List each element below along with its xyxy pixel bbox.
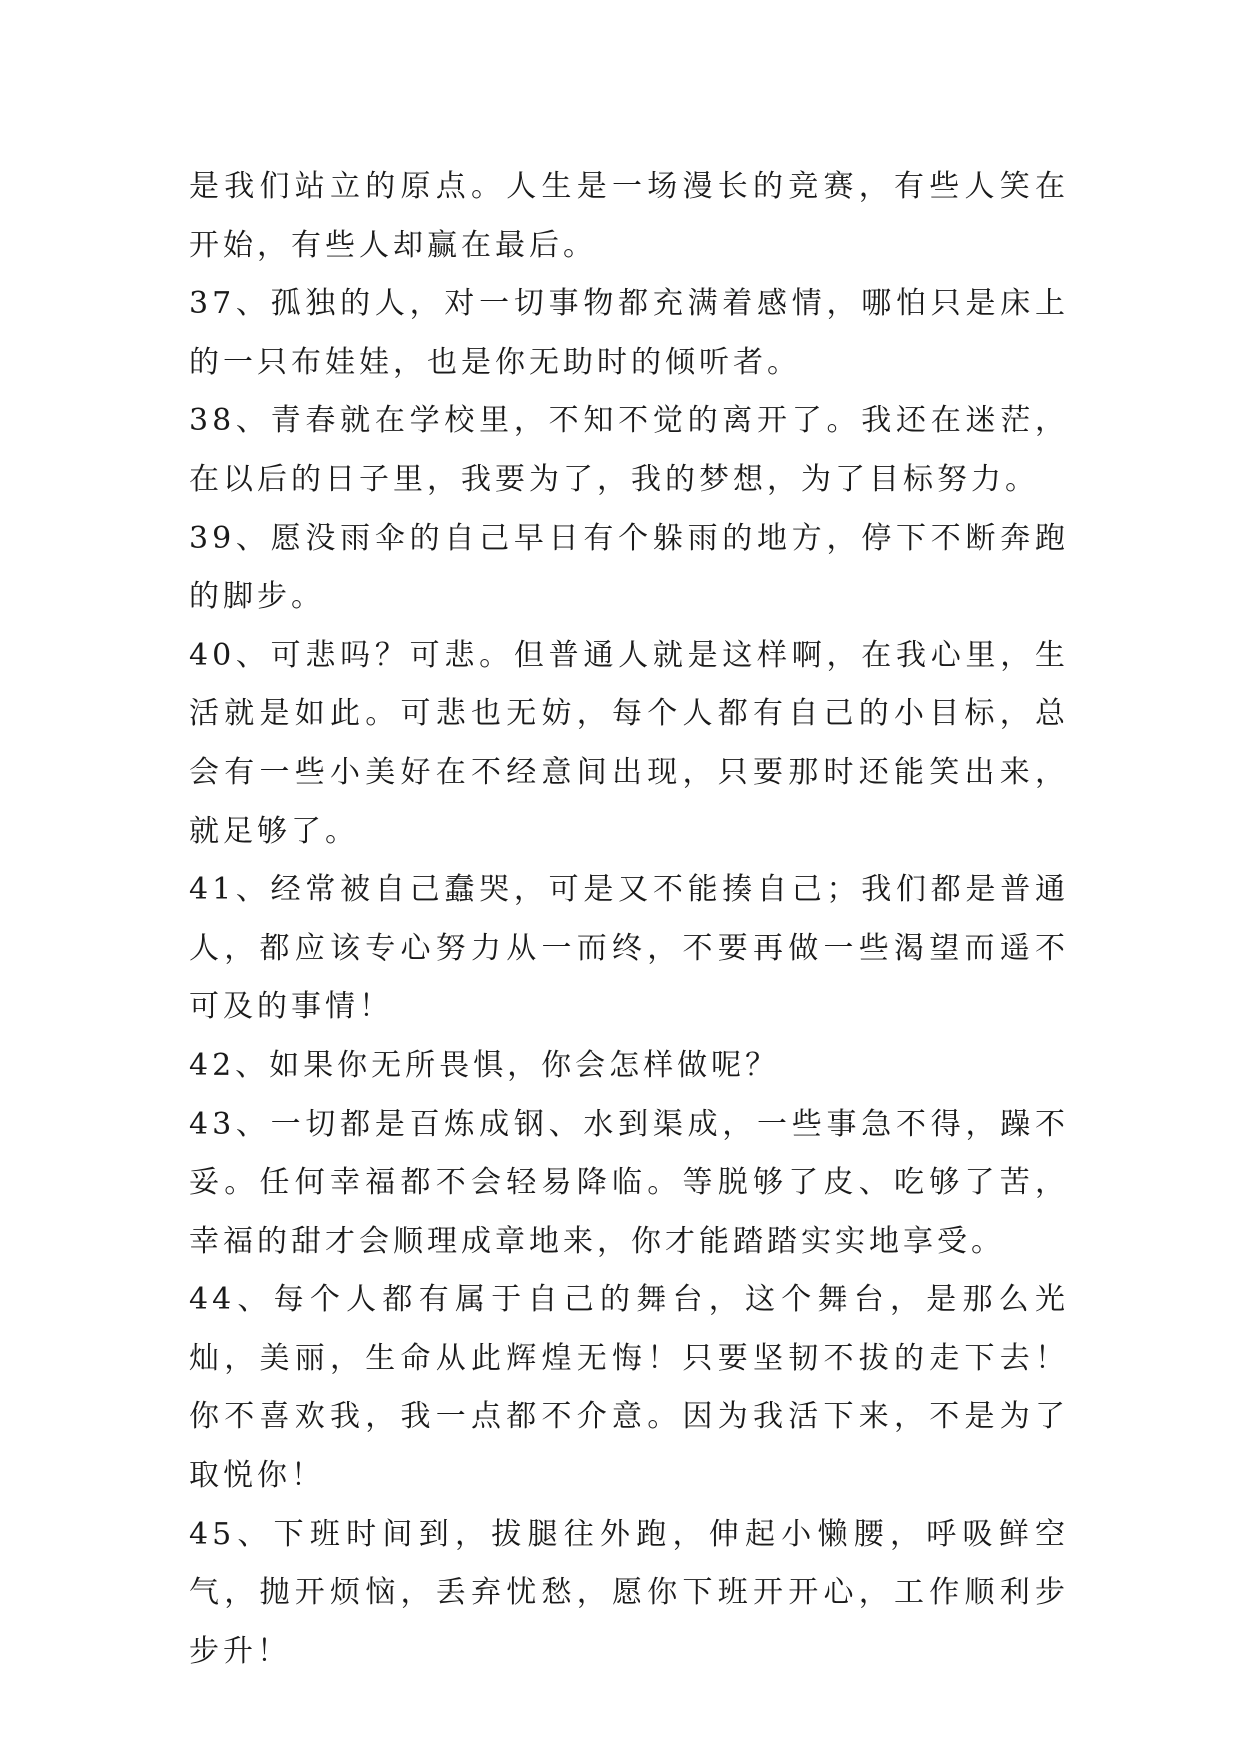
- paragraph-43: 43、一切都是百炼成钢、水到渠成，一些事急不得，躁不妥。任何幸福都不会轻易降临。等脱够了皮、吃够了苦，幸福的甜才会顺理成章地来，你才能踏踏实实地享受。: [189, 1106, 1069, 1259]
- paragraph-42: 42、如果你无所畏惧，你会怎样做呢？: [189, 1047, 780, 1083]
- paragraph-37: 37、孤独的人，对一切事物都充满着感情，哪怕只是床上的一只布娃娃，也是你无助时的倾听者。: [189, 286, 1069, 380]
- paragraph-40: 40、可悲吗？可悲。但普通人就是这样啊，在我心里，生活就是如此。可悲也无妨，每个人都有自己的小目标，总会有一些小美好在不经意间出现，只要那时还能笑出来，就足够了。: [189, 637, 1069, 849]
- paragraph-continuation: 是我们站立的原点。人生是一场漫长的竞赛，有些人笑在开始，有些人却赢在最后。: [189, 169, 1069, 263]
- paragraph-39: 39、愿没雨伞的自己早日有个躲雨的地方，停下不断奔跑的脚步。: [189, 520, 1069, 615]
- paragraph-45: 45、下班时间到，拔腿往外跑，伸起小懒腰，呼吸鲜空气，抛开烦恼，丢弃忧愁，愿你下班开开心，工作顺利步步升！: [189, 1516, 1069, 1669]
- paragraph-38: 38、青春就在学校里，不知不觉的离开了。我还在迷茫，在以后的日子里，我要为了，我的梦想，为了目标努力。: [189, 403, 1069, 497]
- paragraph-44: 44、每个人都有属于自己的舞台，这个舞台，是那么光灿，美丽，生命从此辉煌无悔！只要坚韧不拔的走下去！你不喜欢我，我一点都不介意。因为我活下来，不是为了取悦你！: [189, 1282, 1069, 1494]
- paragraph-41: 41、经常被自己蠢哭，可是又不能揍自己；我们都是普通人，都应该专心努力从一而终，不要再做一些渴望而遥不可及的事情！: [189, 872, 1069, 1025]
- document-body: [189, 158, 1069, 1681]
